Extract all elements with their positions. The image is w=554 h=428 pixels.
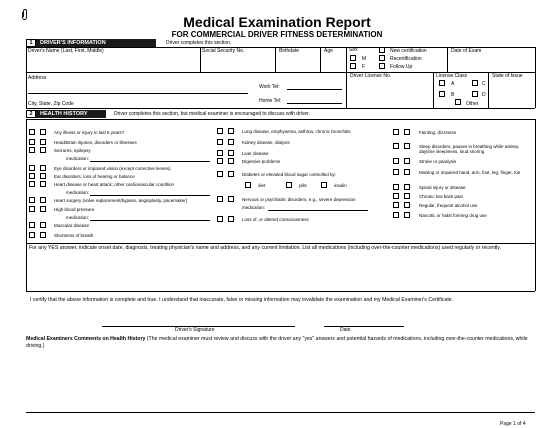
health-col1-yes-checkbox[interactable]	[29, 222, 35, 228]
health-col1-question: Shortness of breath	[54, 232, 94, 238]
sex-male-label: M	[362, 56, 367, 62]
health-col2-yes-checkbox[interactable]	[217, 139, 223, 145]
class-other-checkbox[interactable]	[455, 99, 461, 105]
health-col2-question: Kidney disease, dialysis	[242, 139, 290, 145]
sex-label: Sex	[349, 47, 358, 53]
health-col1-no-checkbox[interactable]	[40, 222, 46, 228]
section1-title: DRIVER'S INFORMATION	[36, 39, 156, 47]
health-col1-no-checkbox[interactable]	[40, 232, 46, 238]
health-col1-no-checkbox[interactable]	[40, 197, 46, 203]
city-label: City, State, Zip Code	[28, 101, 74, 107]
health-col1-no-checkbox[interactable]	[40, 165, 46, 171]
health-col3-question: Stroke or paralysis	[419, 158, 457, 164]
health-col1-question: Eye disorders or impaired vision (except corrective lenses)	[54, 165, 171, 171]
health-col2-yes-checkbox[interactable]	[217, 150, 223, 156]
recert-checkbox[interactable]	[379, 55, 385, 61]
sex-female-label: F	[362, 64, 366, 70]
health-col1-question: High blood pressure	[54, 206, 95, 212]
health-col1-question: Head/Brain injuries, disorders or illnesses	[54, 139, 137, 145]
section2-note: Driver completes this section, but medical examiner is encouraged to discuss with driver.	[114, 111, 310, 117]
explain-instructions: For any YES answer, indicate onset date, diagnosis, treating physician's name and address, and any current limitation. List all medications (including over-the-counter medications) used regularly or recently.	[29, 245, 501, 251]
class-b-checkbox[interactable]	[439, 91, 445, 97]
health-col2-yes-checkbox[interactable]	[217, 196, 223, 202]
health-col1-yes-checkbox[interactable]	[29, 139, 35, 145]
health-col3-question: Fainting, dizziness	[419, 129, 457, 135]
section1-header	[26, 39, 326, 47]
health-col1-question: Any illness or injury in last 5 years?	[54, 129, 125, 135]
health-col1-no-checkbox[interactable]	[40, 129, 46, 135]
health-col1-medication-line	[90, 161, 210, 162]
health-col2-question: Diabetes or elevated blood sugar controlled by:	[242, 171, 337, 177]
class-other-label: Other	[466, 101, 479, 107]
health-col2-no-checkbox[interactable]	[228, 196, 234, 202]
driver-name-label: Driver's Name (Last, First, Middle)	[28, 48, 104, 54]
diabetes-diet-label: diet	[258, 183, 266, 188]
health-col2-question: Digestive problems	[242, 158, 281, 164]
health-col3-yes-checkbox[interactable]	[393, 129, 399, 135]
health-col3-yes-checkbox[interactable]	[393, 169, 399, 175]
health-col1-yes-checkbox[interactable]	[29, 173, 35, 179]
health-col3-no-checkbox[interactable]	[404, 202, 410, 208]
health-col2-question: Liver disease	[242, 150, 269, 156]
diabetes-diet-checkbox[interactable]	[245, 182, 251, 188]
health-col2-yes-checkbox[interactable]	[217, 128, 223, 134]
health-col2-yes-checkbox[interactable]	[217, 171, 223, 177]
class-d-checkbox[interactable]	[472, 91, 478, 97]
work-tel-label: Work Tel:	[259, 84, 280, 90]
class-c-label: C	[482, 81, 486, 87]
health-col3-yes-checkbox[interactable]	[393, 212, 399, 218]
health-col2-medication-line	[268, 210, 368, 211]
ssn-label: Social Security No.	[202, 48, 245, 54]
health-col2-medication-label: medication:	[242, 205, 266, 210]
page-footer: Page 1 of 4	[500, 421, 526, 427]
health-col1-question: Muscular disease	[54, 222, 90, 228]
class-a-checkbox[interactable]	[439, 80, 445, 86]
follow-up-checkbox[interactable]	[379, 63, 385, 69]
new-cert-checkbox[interactable]	[379, 47, 385, 53]
home-tel-label: Home Tel:	[259, 98, 282, 104]
address-label: Address	[28, 75, 47, 81]
section2-title: HEALTH HISTORY	[36, 110, 106, 118]
health-col1-yes-checkbox[interactable]	[29, 232, 35, 238]
class-b-label: B	[451, 92, 455, 98]
health-col1-question: Heart disease or heart attack; other cardiovascular condition	[54, 181, 175, 187]
health-col2-no-checkbox[interactable]	[228, 150, 234, 156]
health-col3-yes-checkbox[interactable]	[393, 143, 399, 149]
health-col1-medication-label: medication:	[66, 190, 90, 195]
signature-field[interactable]	[102, 316, 295, 326]
health-col1-yes-checkbox[interactable]	[29, 206, 35, 212]
health-col3-no-checkbox[interactable]	[404, 143, 410, 149]
diabetes-insulin-label: insulin	[334, 183, 347, 188]
health-col2-question: Loss of, or altered consciousness	[242, 216, 309, 222]
diabetes-pills-label: pills	[299, 183, 307, 188]
health-col1-yes-checkbox[interactable]	[29, 197, 35, 203]
health-col2-no-checkbox[interactable]	[228, 128, 234, 134]
health-col3-yes-checkbox[interactable]	[393, 158, 399, 164]
comments-title: Medical Examiners Comments on Health History	[26, 336, 146, 342]
age-label: Age	[324, 48, 333, 54]
health-col2-yes-checkbox[interactable]	[217, 216, 223, 222]
license-class-label: License Class	[436, 73, 468, 79]
class-c-checkbox[interactable]	[472, 80, 478, 86]
health-col1-yes-checkbox[interactable]	[29, 147, 35, 153]
class-d-label: D	[482, 92, 486, 98]
health-col2-yes-checkbox[interactable]	[217, 158, 223, 164]
health-col2-no-checkbox[interactable]	[228, 171, 234, 177]
health-col3-no-checkbox[interactable]	[404, 184, 410, 190]
health-col3-no-checkbox[interactable]	[404, 158, 410, 164]
diabetes-pills-checkbox[interactable]	[286, 182, 292, 188]
section2-header	[26, 110, 535, 118]
license-no-label: Driver License No.	[350, 73, 392, 79]
health-col1-no-checkbox[interactable]	[40, 147, 46, 153]
explain-textarea[interactable]	[28, 258, 533, 290]
health-col3-yes-checkbox[interactable]	[393, 193, 399, 199]
health-col3-question: Narcotic or habit forming drug use	[419, 212, 487, 218]
new-cert-label: New certification	[390, 48, 427, 54]
state-issue-label: State of Issue	[492, 73, 523, 79]
health-col3-question: Spinal injury or disease	[419, 184, 466, 190]
certify-text: I certify that the above information is complete and true. I understand that inaccurate, false or missing information may invalidate the examination and my Medical Examiner's Certificate.	[30, 297, 454, 303]
health-col3-question: Sleep disorders, pauses in breathing while asleep, daytime sleepiness, loud snoring	[419, 143, 520, 154]
section2-number: 2	[26, 110, 36, 118]
health-col3-question: Chronic low back pain	[419, 193, 464, 199]
health-col3-question: Missing or impaired hand, arm, foot, leg, finger, toe	[419, 169, 521, 175]
date-label: Date	[340, 327, 351, 333]
comments-block	[26, 336, 531, 349]
sex-female-checkbox[interactable]	[350, 63, 356, 69]
class-a-label: A	[451, 81, 455, 87]
date-field[interactable]	[324, 316, 404, 326]
health-col3-yes-checkbox[interactable]	[393, 184, 399, 190]
health-col1-no-checkbox[interactable]	[40, 139, 46, 145]
section1-number: 1	[26, 39, 36, 47]
health-col1-question: Seizures, epilepsy	[54, 147, 91, 153]
health-col2-no-checkbox[interactable]	[228, 158, 234, 164]
health-col1-question: Ear disorders, loss of hearing or balance	[54, 173, 135, 179]
page-title: Medical Examination Report	[183, 14, 371, 30]
health-col1-yes-checkbox[interactable]	[29, 129, 35, 135]
health-col1-medication-line	[90, 195, 210, 196]
birthdate-label: Birthdate	[279, 48, 300, 54]
health-col1-no-checkbox[interactable]	[40, 173, 46, 179]
sex-male-checkbox[interactable]	[350, 55, 356, 61]
health-col1-medication-label: medication:	[66, 215, 90, 220]
health-col1-no-checkbox[interactable]	[40, 206, 46, 212]
health-col3-yes-checkbox[interactable]	[393, 202, 399, 208]
health-col2-question: Nervous or psychiatric disorders, e.g., severe depression	[242, 196, 356, 202]
date-exam-label: Date of Exam	[451, 48, 482, 54]
health-col1-medication-line	[90, 220, 210, 221]
health-col2-no-checkbox[interactable]	[228, 216, 234, 222]
health-col3-question: Regular, frequent alcohol use	[419, 202, 478, 208]
health-col1-question: Heart surgery (valve replacement/bypass, angioplasty, pacemaker)	[54, 197, 188, 203]
comments-text: (The medical examiner must review and discuss with the driver any "yes" answers and potential hazards of medications, including over-the-counter medications, while driving.)	[26, 336, 528, 349]
health-col1-medication-label: medication:	[66, 156, 90, 161]
section1-note: Driver completes this section.	[166, 40, 232, 46]
health-col1-yes-checkbox[interactable]	[29, 181, 35, 187]
follow-up-label: Follow Up	[390, 64, 413, 70]
health-col3-no-checkbox[interactable]	[404, 193, 410, 199]
health-col3-no-checkbox[interactable]	[404, 169, 410, 175]
health-col2-question: Lung disease, emphysema, asthma, chronic bronchitis	[242, 128, 351, 134]
health-col1-yes-checkbox[interactable]	[29, 165, 35, 171]
page-subtitle: FOR COMMERCIAL DRIVER FITNESS DETERMINATION	[171, 30, 383, 39]
recert-label: Recertification	[390, 56, 422, 62]
health-col3-no-checkbox[interactable]	[404, 129, 410, 135]
health-col2-no-checkbox[interactable]	[228, 139, 234, 145]
health-col3-no-checkbox[interactable]	[404, 212, 410, 218]
signature-label: Driver's Signature	[175, 327, 215, 333]
health-col1-no-checkbox[interactable]	[40, 181, 46, 187]
diabetes-insulin-checkbox[interactable]	[321, 182, 327, 188]
